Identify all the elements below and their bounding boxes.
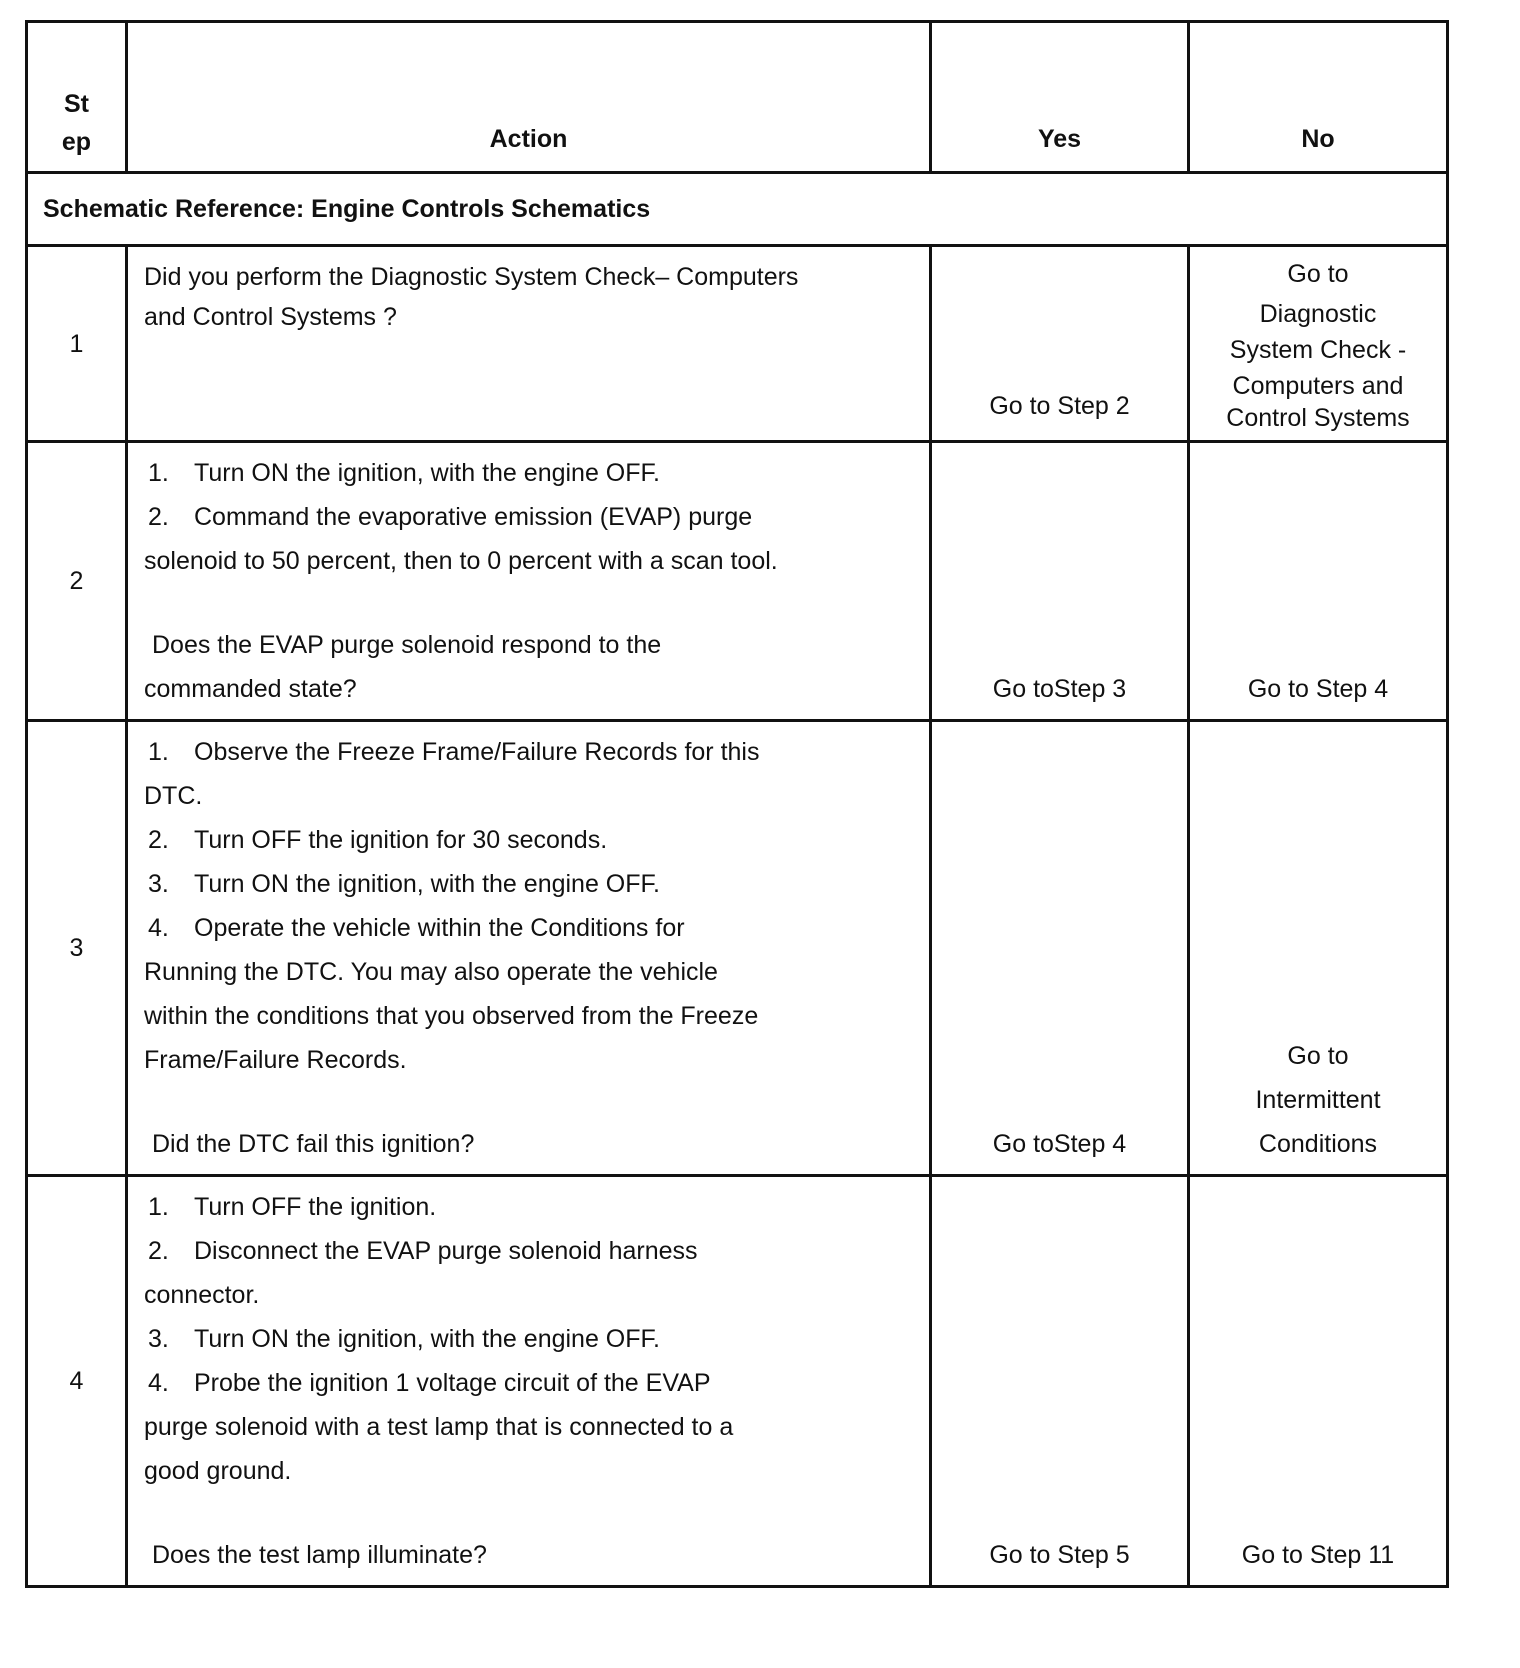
action-line: connector. xyxy=(144,1281,260,1309)
list-item: 1. Observe the Freeze Frame/Failure Records for this xyxy=(148,738,760,766)
question-line: Does the EVAP purge solenoid respond to the xyxy=(152,631,662,659)
step-header-line1: St xyxy=(64,90,89,118)
list-item: 2. Command the evaporative emission (EVAP) purge xyxy=(148,503,753,531)
table-row xyxy=(27,246,1448,442)
action-line: good ground. xyxy=(144,1457,292,1485)
step-number: 2 xyxy=(27,442,127,721)
step-number: 1 xyxy=(27,246,127,442)
diagnostic-table-page xyxy=(25,20,1446,1588)
list-item: 4. Probe the ignition 1 voltage circuit of the EVAP xyxy=(148,1369,711,1397)
action-line: Did you perform the Diagnostic System Check– Computers xyxy=(144,263,799,291)
table-row xyxy=(27,721,1448,1176)
no-line: Go to xyxy=(1287,1042,1349,1070)
no-header: No xyxy=(1189,22,1448,173)
no-line: Conditions xyxy=(1258,1130,1378,1158)
question-line: Did the DTC fail this ignition? xyxy=(152,1130,475,1158)
action-line: and Control Systems ? xyxy=(144,303,397,331)
yes-cell: Go toStep 3 xyxy=(931,442,1189,721)
yes-header: Yes xyxy=(931,22,1189,173)
no-line: Diagnostic xyxy=(1259,300,1377,328)
step-number: 3 xyxy=(27,721,127,1176)
no-line: Computers and xyxy=(1232,372,1404,400)
schematic-reference-row xyxy=(27,173,1448,246)
yes-cell: Go to Step 2 xyxy=(931,246,1189,442)
no-line: System Check - xyxy=(1229,336,1407,364)
action-line: purge solenoid with a test lamp that is connected to a xyxy=(144,1413,734,1441)
no-cell xyxy=(1189,246,1448,442)
table-row xyxy=(27,1176,1448,1587)
action-cell xyxy=(127,721,931,1176)
list-item: 1. Turn ON the ignition, with the engine OFF. xyxy=(148,459,660,487)
action-line: Frame/Failure Records. xyxy=(144,1046,407,1074)
action-line: solenoid to 50 percent, then to 0 percent with a scan tool. xyxy=(144,547,778,575)
header-row xyxy=(27,22,1448,173)
action-line: Running the DTC. You may also operate the vehicle xyxy=(144,958,718,986)
list-item: 2. Turn OFF the ignition for 30 seconds. xyxy=(148,826,608,854)
no-line: Go to xyxy=(1287,260,1349,288)
list-item: 1. Turn OFF the ignition. xyxy=(148,1193,437,1221)
list-item: 3. Turn ON the ignition, with the engine OFF. xyxy=(148,870,660,898)
action-cell xyxy=(127,246,931,442)
no-cell xyxy=(1189,721,1448,1176)
action-line: within the conditions that you observed from the Freeze xyxy=(144,1002,759,1030)
action-header: Action xyxy=(127,22,931,173)
action-cell xyxy=(127,1176,931,1587)
list-item: 4. Operate the vehicle within the Conditions for xyxy=(148,914,685,942)
list-item: 3. Turn ON the ignition, with the engine OFF. xyxy=(148,1325,660,1353)
step-number: 4 xyxy=(27,1176,127,1587)
action-line: DTC. xyxy=(144,782,203,810)
diagnostic-table xyxy=(25,20,1449,1588)
table-row xyxy=(27,442,1448,721)
step-header-line2: ep xyxy=(61,128,92,156)
yes-cell: Go to Step 5 xyxy=(931,1176,1189,1587)
no-cell: Go to Step 4 xyxy=(1189,442,1448,721)
schematic-reference: Schematic Reference: Engine Controls Schematics xyxy=(27,173,1448,246)
no-line: Control Systems xyxy=(1226,404,1410,432)
no-cell: Go to Step 11 xyxy=(1189,1176,1448,1587)
no-line: Intermittent xyxy=(1255,1086,1381,1114)
yes-cell: Go toStep 4 xyxy=(931,721,1189,1176)
question-line: Does the test lamp illuminate? xyxy=(152,1541,487,1569)
question-line: commanded state? xyxy=(144,675,357,703)
step-header xyxy=(27,22,127,173)
list-item: 2. Disconnect the EVAP purge solenoid harness xyxy=(148,1237,698,1265)
action-cell xyxy=(127,442,931,721)
